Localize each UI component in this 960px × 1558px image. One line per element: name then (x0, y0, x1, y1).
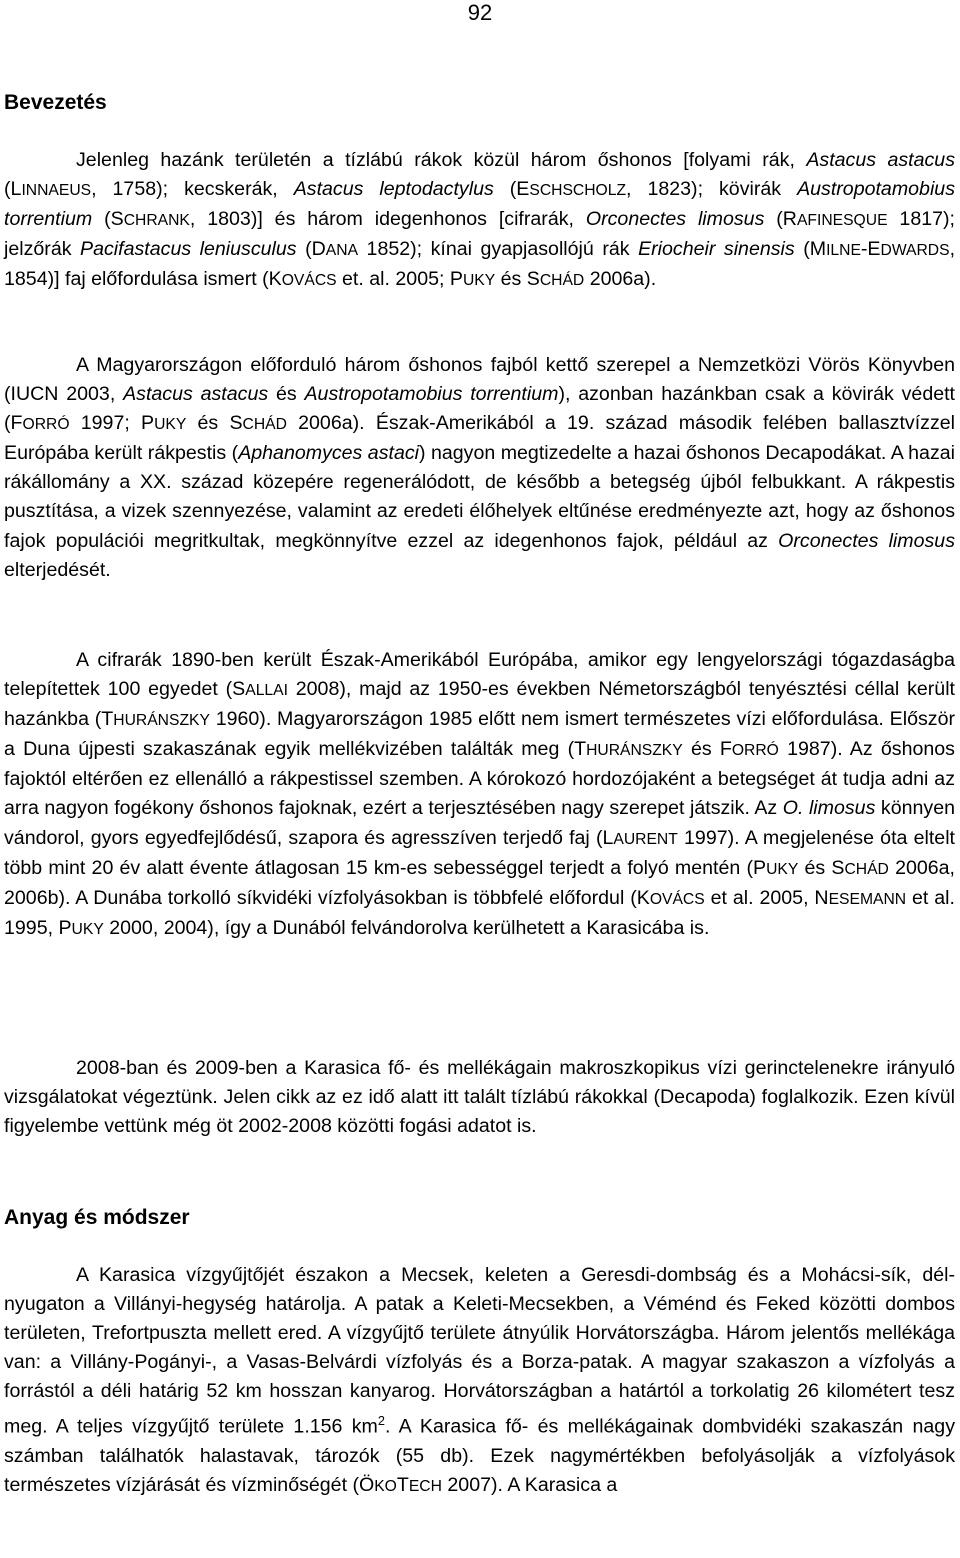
section-heading-introduction: Bevezetés (4, 91, 107, 114)
methods-paragraph-1: A Karasica vízgyűjtőjét északon a Mecsek, keleten a Geresdi-dombság és a Mohácsi-sík, dél-nyugaton a Villányi-hegység határolja. A patak a Keleti-Mecsekben, a Véménd és Feked közötti dombos területen, Trefortpuszta mellett ered. A vízgyűjtő területe átnyúlik Horvátországba. Három jelentős mellékága van: a Villány-Pogányi-, a Vasas-Belvárdi vízfolyás és a Borza-patak. A magyar szakaszon a vízfolyás a forrástól a déli határig 52 km hosszan kanyarog. Horvátországban a határtól a torkolatig 26 kilométert tesz meg. A teljes vízgyűjtő területe 1.156 $km^2$. A Karasica fő- és mellékágainak dombvidéki szakaszán nagy számban találhatók halastavak, tározók (55 db). Ezek nagymértékben befolyásolják a vízfolyások természetes vízjárását és vízminőségét (ÖKOTECH 2007). A Karasica a (4, 1264, 955, 1497)
section-heading-methods: Anyag és módszer (4, 1206, 190, 1229)
intro-paragraph-3: A cifrarák 1890-ben került Észak-Amerikából Európába, amikor egy lengyelországi tógazdaságba telepítettek 100 egyedet (SALLAI 2008), majd az 1950-es években Németországból tenyésztési céllal került hazánkba (THURÁNSZKY 1960). Magyarországon 1985 előtt nem ismert természetes vízi előfordulása. Először a Duna újpesti szakaszának egyik mellékvizében találták meg (THURÁNSZKY és FORRÓ 1987). Az őshonos fajoktól eltérően ez ellenálló a rákpestissel szemben. A kórokozó hordozójaként a betegséget át tudja adni az arra nagyon fogékony őshonos fajoknak, ezért a terjesztésében nagy szerepet játszik. Az O. limosus könnyen vándorol, gyors egyedfejlődésű, szapora és agresszíven terjedő faj (LAURENT 1997). A megjelenése óta eltelt több mint 20 év alatt évente átlagosan 15 km-es sebességgel terjedt a folyó mentén (PUKY és SCHÁD 2006a, 2006b). A Dunába torkolló síkvidéki vízfolyásokban is többfelé előfordul (KOVÁCS et al. 2005, NESEMANN et al. 1995, PUKY 2000, 2004), így a Dunából felvándorolva kerülhetett a Karasicába is. (4, 649, 956, 939)
intro-paragraph-1: Jelenleg hazánk területén a tízlábú rákok közül három őshonos [folyami rák, Astacus astacus (LINNAEUS, 1758); kecskerák, Astacus leptodactylus (ESCHSCHOLZ, 1823); kövirák Austropotamobius torrentium (SCHRANK, 1803)] és három idegenhonos [cifrarák, Orconectes limosus (RAFINESQUE 1817); jelzőrák Pacifastacus leniusculus (DANA 1852); kínai gyapjasollójú rák Eriocheir sinensis (MILNE-EDWARDS, 1854)] faj előfordulása ismert (KOVÁCS et. al. 2005; PUKY és SCHÁD 2006a). (4, 149, 956, 291)
intro-paragraph-2: A Magyarországon előforduló három őshonos fajból kettő szerepel a Nemzetközi Vörös Könyvben (IUCN 2003, Astacus astacus és Austropotamobius torrentium), azonban hazánkban csak a kövirák védett (FORRÓ 1997; PUKY és SCHÁD 2006a). Észak-Amerikából a 19. század második felében ballasztvízzel Európába került rákpestis (Aphanomyces astaci) nagyon megtizedelte a hazai őshonos Decapodákat. A hazai rákállomány a XX. század közepére regenerálódott, de később a betegség újból felbukkant. A rákpestis pusztítása, a vizek szennyezése, valamint az eredeti élőhelyek eltűnése eredményezte azt, hogy az őshonos fajok populációi megritkultak, megkönnyítve ezzel az idegenhonos fajok, például az Orconectes limosus elterjedését. (4, 354, 956, 581)
intro-paragraph-4: 2008-ban és 2009-ben a Karasica fő- és mellékágain makroszkopikus vízi gerinctelenekre irányuló vizsgálatokat végeztünk. Jelen cikk az ez idő alatt itt talált tízlábú rákokkal (Decapoda) foglalkozik. Ezen kívül figyelembe vettünk még öt 2002-2008 közötti fogási adatot is. (4, 1057, 955, 1138)
page-number: 92 (467, 0, 493, 25)
